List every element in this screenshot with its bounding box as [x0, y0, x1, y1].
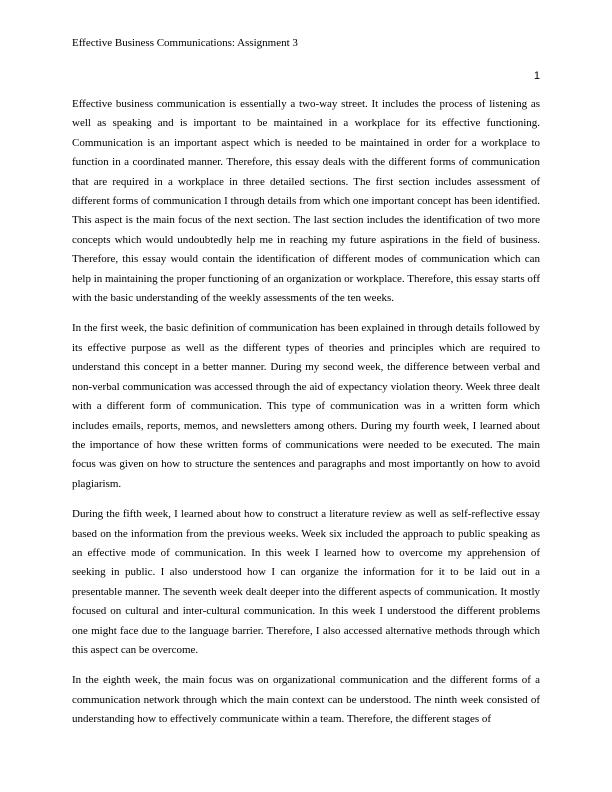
paragraph-introduction: Effective business communication is essentially a two-way street. It includes the process of listening as well as speaking and is important to be maintained in a workplace for its effective functioning. Communication is an important aspect which is needed to be maintained in order for a workplace to function in a coordinated manner. Therefore, this essay deals with the different forms of communication that are required in a workplace in three detailed sections. The first section includes assessment of different forms of communication I through details from which one important concept has been identified. This aspect is the main focus of the next section. The last section includes the identification of two more concepts which would undoubtedly help me in reaching my future aspirations in the field of business. Therefore, this essay would contain the identification of different modes of communication which can help in maintaining the proper functioning of an organization or workplace. Therefore, this essay starts off with the basic understanding of the weekly assessments of the ten weeks.	[72, 98, 540, 305]
essay-body	[72, 95, 540, 741]
paragraph-weeks-five-to-seven: During the fifth week, I learned about how to construct a literature review as well as self-reflective essay based on the information from the previous weeks. Week six included the approach to public speaking as an effective mode of communication. In this week I learned how to overcome my apprehension of seeking in public. I also understood how I can organize the information for it to be laid out in a presentable manner. The seventh week dealt deeper into the different aspects of communication. It mostly focused on cultural and inter-cultural communication. In this week I understood the different problems one might face due to the language barrier. Therefore, I also accessed alternative methods through which this aspect can be overcome.	[72, 508, 540, 656]
paragraph-weeks-one-to-four: In the first week, the basic definition of communication has been explained in through details followed by its effective purpose as well as the different types of theories and principles which are required to understand this concept in a better manner. During my second week, the difference between verbal and non-verbal communication was accessed through the aid of expectancy violation theory. Week three dealt with a different form of communication. This type of communication was in a written form which includes emails, reports, memos, and newsletters among others. During my fourth week, I learned about the importance of how these written forms of communications were needed to be executed. The main focus was given on how to structure the sentences and paragraphs and most importantly on how to avoid plagiarism.	[72, 322, 540, 490]
running-header: Effective Business Communications: Assignment 3	[72, 37, 298, 49]
paragraph-weeks-eight-to-nine: In the eighth week, the main focus was on organizational communication and the different forms of a communication network through which the main context can be understood. The ninth week consisted of understanding how to effectively communicate within a team. Therefore, the different stages of	[72, 674, 540, 726]
page-number: 1	[533, 70, 540, 82]
